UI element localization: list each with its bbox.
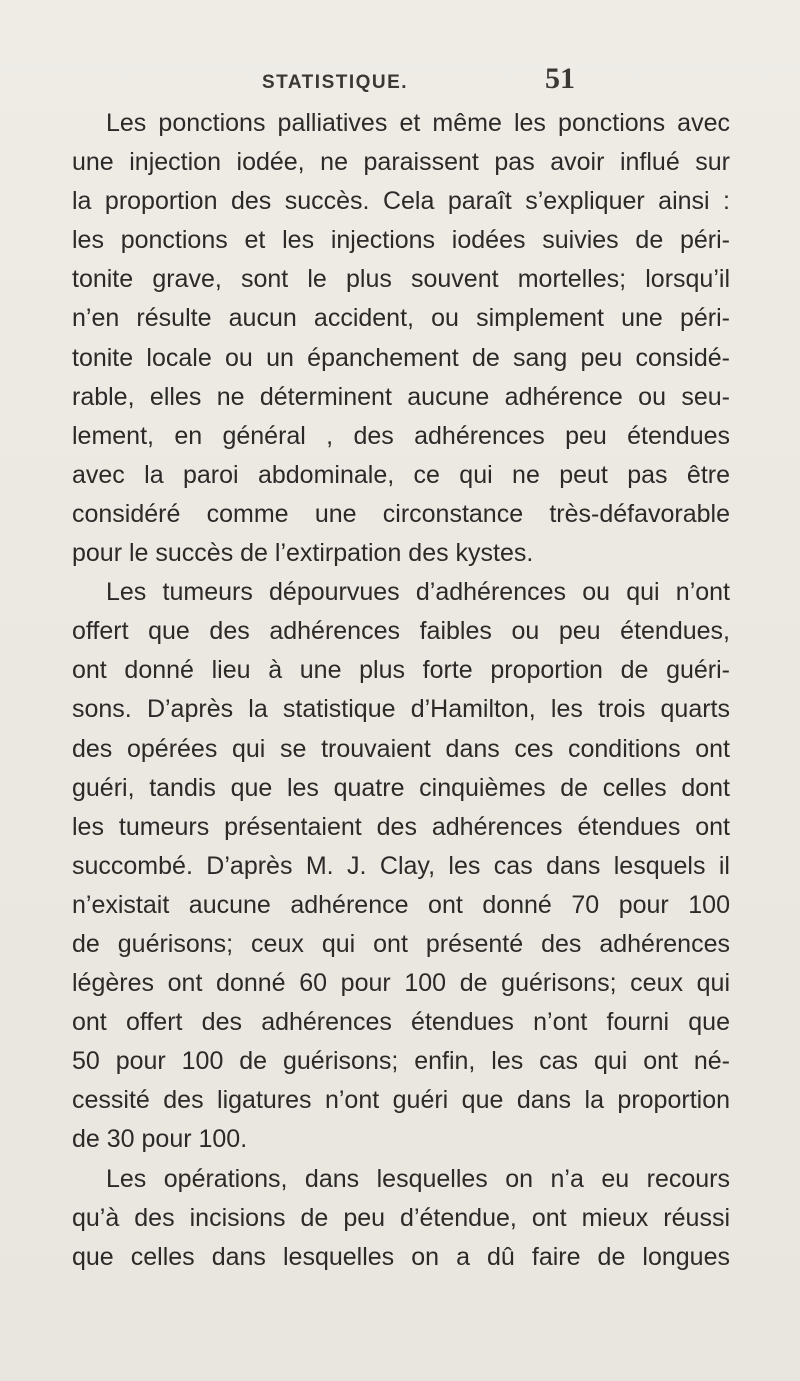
text-line: tonite grave, sont le plus souvent mortelles; lorsqu’il — [72, 265, 730, 294]
text-line: offert que des adhérences faibles ou peu étendues, — [72, 617, 730, 646]
page-header — [262, 60, 575, 100]
text-line: légères ont donné 60 pour 100 de guérisons; ceux qui — [72, 969, 730, 998]
text-line: de guérisons; ceux qui ont présenté des adhérences — [72, 929, 730, 958]
text-line: succombé. D’après M. J. Clay, les cas dans lesquels il — [72, 851, 730, 880]
text-line: des opérées qui se trouvaient dans ces conditions ont — [72, 734, 730, 763]
text-line: guéri, tandis que les quatre cinquièmes de celles dont — [72, 773, 730, 802]
text-line: Les tumeurs dépourvues d’adhérences ou qui n’ont — [106, 578, 730, 607]
text-line: Les opérations, dans lesquelles on n’a eu recours — [106, 1164, 730, 1193]
text-line: que celles dans lesquelles on a dû faire de longues — [72, 1242, 730, 1271]
text-line: sons. D’après la statistique d’Hamilton, les trois quarts — [72, 695, 730, 724]
text-line: la proportion des succès. Cela paraît s’expliquer ainsi : — [72, 187, 730, 216]
text-line: les tumeurs présentaient des adhérences étendues ont — [72, 812, 730, 841]
text-line: qu’à des incisions de peu d’étendue, ont mieux réussi — [72, 1203, 730, 1232]
text-line: ont offert des adhérences étendues n’ont fourni que — [72, 1008, 730, 1037]
text-line: tonite locale ou un épanchement de sang peu considé- — [72, 343, 730, 372]
text-line: rable, elles ne déterminent aucune adhérence ou seu- — [72, 382, 730, 411]
text-line: de 30 pour 100. — [72, 1125, 248, 1154]
text-line: n’existait aucune adhérence ont donné 70 pour 100 — [72, 890, 730, 919]
body-text — [72, 104, 730, 1277]
text-line: les ponctions et les injections iodées suivies de péri- — [72, 226, 730, 255]
text-line: n’en résulte aucun accident, ou simplement une péri- — [72, 304, 730, 333]
text-line: ont donné lieu à une plus forte proportion de guéri- — [72, 656, 730, 685]
text-line: 50 pour 100 de guérisons; enfin, les cas qui ont né- — [72, 1047, 730, 1076]
text-line: lement, en général , des adhérences peu étendues — [72, 421, 730, 450]
running-title: STATISTIQUE. — [262, 72, 409, 93]
text-line: avec la paroi abdominale, ce qui ne peut pas être — [72, 460, 730, 489]
page-number: 51 — [545, 62, 575, 95]
text-line: considéré comme une circonstance très-défavorable — [72, 499, 730, 528]
text-line: Les ponctions palliatives et même les ponctions avec — [106, 109, 730, 137]
text-line: une injection iodée, ne paraissent pas avoir influé sur — [72, 148, 730, 177]
text-line: cessité des ligatures n’ont guéri que dans la proportion — [72, 1086, 730, 1115]
text-line: pour le succès de l’extirpation des kystes. — [72, 539, 534, 568]
